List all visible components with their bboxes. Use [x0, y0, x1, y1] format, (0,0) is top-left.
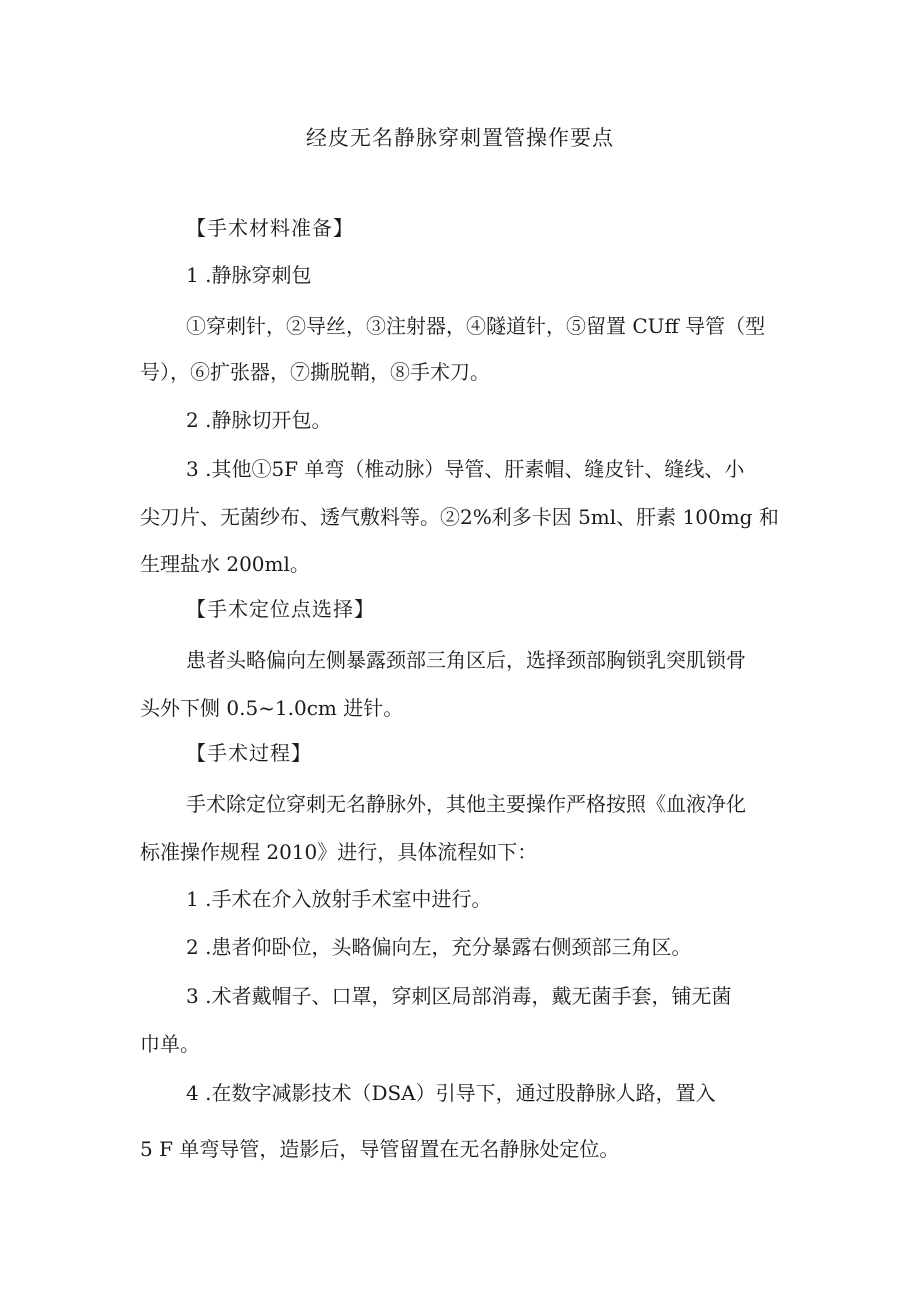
paragraph-line: 手术除定位穿刺无名静脉外，其他主要操作严格按照《血液净化 — [186, 792, 746, 816]
paragraph-line: 4 .在数字减影技术（DSA）引导下，通过股静脉人路，置入 — [186, 1081, 716, 1105]
paragraph-line: 号），⑥扩张器，⑦撕脱鞘，⑧手术刀。 — [140, 360, 490, 384]
document-title: 经皮无名静脉穿刺置管操作要点 — [306, 126, 614, 150]
paragraph-line: 巾单。 — [140, 1032, 200, 1056]
paragraph-line: 3 .其他①5F 单弯（椎动脉）导管、肝素帽、缝皮针、缝线、小 — [186, 457, 745, 481]
paragraph-line: 2 .静脉切开包。 — [186, 408, 332, 432]
paragraph-line: 3 .术者戴帽子、口罩，穿刺区局部消毒，戴无菌手套，铺无菌 — [186, 984, 732, 1008]
section-heading-location: 【手术定位点选择】 — [186, 597, 375, 621]
paragraph-line: 2 .患者仰卧位，头略偏向左，充分暴露右侧颈部三角区。 — [186, 935, 692, 959]
section-heading-materials: 【手术材料准备】 — [186, 216, 354, 240]
paragraph-line: 患者头略偏向左侧暴露颈部三角区后，选择颈部胸锁乳突肌锁骨 — [186, 648, 746, 672]
paragraph-line: 标准操作规程 2010》进行，具体流程如下： — [140, 840, 538, 864]
paragraph-line: 1 .手术在介入放射手术室中进行。 — [186, 887, 492, 911]
paragraph-line: 头外下侧 0.5~1.0cm 进针。 — [140, 696, 404, 720]
section-heading-procedure: 【手术过程】 — [186, 741, 312, 765]
paragraph-line: ①穿刺针，②导丝，③注射器，④隧道针，⑤留置 CUff 导管（型 — [186, 314, 766, 338]
paragraph-line: 5 F 单弯导管，造影后，导管留置在无名静脉处定位。 — [140, 1137, 620, 1161]
paragraph-line: 尖刀片、无菌纱布、透气敷料等。②2%利多卡因 5ml、肝素 100mg 和 — [140, 505, 779, 529]
paragraph-line: 1 .静脉穿刺包 — [186, 263, 312, 287]
paragraph-line: 生理盐水 200ml。 — [140, 552, 310, 576]
